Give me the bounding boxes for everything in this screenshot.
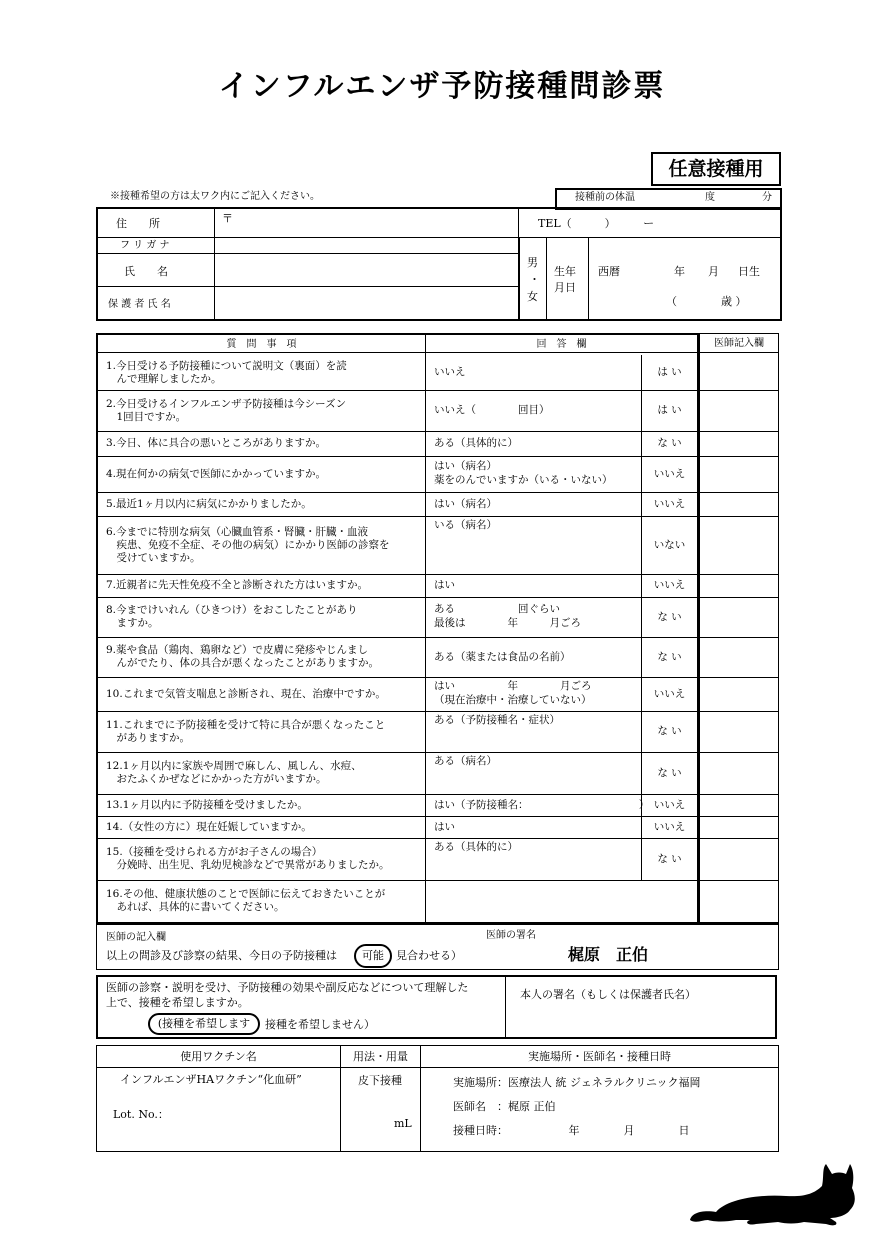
doctor-note-13[interactable] xyxy=(701,795,777,815)
doctor-note-15[interactable] xyxy=(701,839,777,879)
doctor-note-2[interactable] xyxy=(701,391,777,430)
guardian-field[interactable] xyxy=(216,287,516,318)
questionnaire-table xyxy=(96,333,699,924)
vaccine-header-name: 使用ワクチン名 xyxy=(180,1050,257,1063)
answer-13-option[interactable]: はい（予防接種名： ） xyxy=(434,798,650,811)
answer-16-field[interactable] xyxy=(430,882,695,920)
doctor-result-text: 以上の問診及び診察の結果、今日の予防接種は xyxy=(106,949,337,962)
question-14-text: 14.（女性の方に）現在妊娠していますか。 xyxy=(106,820,312,833)
question-7-text: 7.近親者に先天性免疫不全と診断された方はいますか。 xyxy=(106,579,369,591)
birth-label-1: 生年 xyxy=(554,265,576,278)
instruction-note: ※接種希望の方は太ワク内にご記入ください。 xyxy=(110,191,320,202)
question-6-text: 疾患、免疫不全症、その他の病気）にかかり医師の診察を xyxy=(106,538,390,551)
doctor-note-8[interactable] xyxy=(701,598,777,636)
doctor-signature: 梶原 正伯 xyxy=(568,945,649,964)
vaccination-place: 実施場所：医療法人 統 ジェネラルクリニック福岡 xyxy=(453,1076,701,1089)
answer-10-option[interactable]: はい 年 月ごろ xyxy=(434,680,592,692)
consent-text-2: 上で、接種を希望しますか。 xyxy=(106,996,249,1009)
name-label: 氏 名 xyxy=(124,265,168,278)
doctor-note-14[interactable] xyxy=(701,817,777,837)
doctor-note-4[interactable] xyxy=(701,457,777,491)
question-16-text: 16.その他、健康状態のことで医師に伝えておきたいことが xyxy=(106,888,386,900)
answer-7-negative[interactable]: いいえ xyxy=(653,579,686,591)
age-label[interactable]: （ 歳 ） xyxy=(666,295,747,308)
question-11-text: 11.これまでに予防接種を受けて特に具合が悪くなったこと xyxy=(106,718,386,731)
temperature-degree: 度 xyxy=(705,192,715,203)
answer-1-option[interactable]: いいえ xyxy=(434,366,466,378)
answer-10-option[interactable]: （現在治療中・治療していない） xyxy=(434,694,592,706)
patient-sign-field[interactable] xyxy=(520,1004,770,1034)
doctor-note-7[interactable] xyxy=(701,575,777,596)
question-3-text: 3.今日、体に具合の悪いところがありますか。 xyxy=(106,437,327,449)
form-title: インフルエンザ予防接種問診票 xyxy=(218,69,666,104)
postpone-option[interactable]: 見合わせる） xyxy=(396,949,462,962)
vaccine-name: インフルエンザHAワクチン“化血研” xyxy=(120,1073,302,1086)
vaccine-header-dose: 用法・用量 xyxy=(353,1050,408,1063)
question-1-text: 1.今日受ける予防接種について説明文（裏面）を読 xyxy=(106,359,347,372)
answer-4-negative[interactable]: いいえ xyxy=(653,467,686,480)
month-label: 月 xyxy=(708,265,719,278)
era-label: 西暦 xyxy=(598,265,620,278)
personal-info-box xyxy=(96,207,782,321)
answer-12-negative[interactable]: な い xyxy=(657,766,682,779)
tel-label[interactable]: TEL（ ） ー xyxy=(538,217,655,230)
answer-1-negative[interactable]: は い xyxy=(657,366,682,378)
guardian-label: 保 護 者 氏 名 xyxy=(108,299,171,310)
vaccination-date[interactable]: 接種日時： 年 月 日 xyxy=(453,1124,690,1137)
question-15-text: 分娩時、出生児、乳幼児検診などで異常がありましたか。 xyxy=(106,859,390,871)
answer-15-option[interactable]: ある（具体的に） xyxy=(434,841,518,853)
answer-4-option[interactable]: はい（病名） xyxy=(434,460,497,472)
answer-11-negative[interactable]: な い xyxy=(657,725,682,737)
answer-6-option[interactable]: いる（病名） xyxy=(434,519,497,531)
postal-mark: 〒 xyxy=(222,212,233,225)
dose-unit[interactable]: mL xyxy=(394,1117,412,1130)
gender-dot: ・ xyxy=(529,273,540,286)
doctor-note-5[interactable] xyxy=(701,493,777,515)
doctor-note-10[interactable] xyxy=(701,678,777,710)
doctor-note-16[interactable] xyxy=(701,881,777,921)
question-1-text: んで理解しましたか。 xyxy=(106,372,222,385)
doctor-note-11[interactable] xyxy=(701,712,777,751)
question-9-text: 9.薬や食品（鶏肉、鶏卵など）で皮膚に発疹やじんまし xyxy=(106,644,369,656)
question-5-text: 5.最近1ヶ月以内に病気にかかりましたか。 xyxy=(106,497,312,510)
vaccine-header-place: 実施場所・医師名・接種日時 xyxy=(528,1050,671,1063)
answer-7-option[interactable]: はい xyxy=(434,579,455,591)
header-answer: 回 答 欄 xyxy=(536,339,587,350)
answer-8-option[interactable]: 最後は 年 月ごろ xyxy=(434,617,581,629)
doctor-note-3[interactable] xyxy=(701,432,777,455)
answer-9-option[interactable]: ある（薬または食品の名前） xyxy=(434,650,571,663)
question-12-text: 12.1ヶ月以内に家族や周囲で麻しん、風しん、水痘、 xyxy=(106,760,362,772)
gender-male[interactable]: 男 xyxy=(527,256,538,269)
answer-15-negative[interactable]: な い xyxy=(657,852,682,865)
address-field[interactable] xyxy=(238,211,508,235)
question-12-text: おたふくかぜなどにかかった方がいますか。 xyxy=(106,773,327,785)
answer-8-option[interactable]: ある 回ぐらい xyxy=(434,603,560,615)
answer-11-option[interactable]: ある（予防接種名・症状） xyxy=(434,714,560,726)
patient-sign-label: 本人の署名（もしくは保護者氏名） xyxy=(520,988,696,1001)
answer-4-option[interactable]: 薬をのんでいますか（いる・いない） xyxy=(434,474,613,486)
voluntary-badge: 任意接種用 xyxy=(651,152,781,186)
consent-yes-option[interactable]: (接種を希望します xyxy=(148,1013,260,1035)
question-15-text: 15.（接種を受けられる方がお子さんの場合） xyxy=(106,846,323,858)
temperature-label: 接種前の体温 xyxy=(575,192,635,203)
temperature-minute: 分 xyxy=(762,192,772,203)
question-2-text: 1回目ですか。 xyxy=(106,410,187,423)
answer-2-negative[interactable]: は い xyxy=(657,404,682,416)
answer-8-negative[interactable]: な い xyxy=(657,610,682,623)
doctor-note-12[interactable] xyxy=(701,753,777,793)
birth-label-2: 月日 xyxy=(554,281,576,294)
name-field[interactable] xyxy=(216,254,516,285)
answer-3-negative[interactable]: な い xyxy=(657,437,682,449)
question-16-text: あれば、具体的に書いてください。 xyxy=(106,901,285,913)
doctor-note-1[interactable] xyxy=(701,356,777,389)
question-10-text: 10.これまで気管支喘息と診断され、現在、治療中ですか。 xyxy=(106,687,386,700)
answer-14-option[interactable]: はい xyxy=(434,820,455,833)
vaccination-doctor: 医師名 ：梶原 正伯 xyxy=(453,1100,556,1113)
lot-number-label[interactable]: Lot. No.： xyxy=(113,1108,169,1121)
doctor-note-9[interactable] xyxy=(701,638,777,676)
address-label: 住 所 xyxy=(116,217,160,230)
year-label: 年 xyxy=(674,265,685,278)
answer-9-negative[interactable]: な い xyxy=(657,650,682,663)
doctor-section xyxy=(96,924,779,970)
answer-10-negative[interactable]: いいえ xyxy=(653,687,686,700)
question-2-text: 2.今日受けるインフルエンザ予防接種は今シーズン xyxy=(106,397,347,410)
furigana-field[interactable] xyxy=(216,238,516,253)
question-13-text: 13.1ヶ月以内に予防接種を受けましたか。 xyxy=(106,798,308,811)
consent-no-option[interactable]: 接種を希望しません） xyxy=(265,1018,375,1031)
answer-13-negative[interactable]: いいえ xyxy=(653,798,686,811)
doctor-note-6[interactable] xyxy=(701,517,777,573)
route: 皮下接種 xyxy=(358,1074,402,1087)
cat-silhouette-icon xyxy=(686,1160,866,1230)
question-9-text: んがでたり、体の具合が悪くなったことがありますか。 xyxy=(106,657,379,669)
answer-3-option[interactable]: ある（具体的に） xyxy=(434,437,518,449)
question-6-text: 6.今までに特別な病気（心臓血管系・腎臓・肝臓・血液 xyxy=(106,525,369,538)
answer-12-option[interactable]: ある（病名） xyxy=(434,755,497,767)
answer-5-option[interactable]: はい（病名） xyxy=(434,497,497,510)
question-6-text: 受けていますか。 xyxy=(106,551,201,564)
day-label: 日生 xyxy=(738,265,760,278)
header-doctor: 医師記入欄 xyxy=(714,338,764,349)
question-11-text: がありますか。 xyxy=(106,731,190,744)
answer-6-negative[interactable]: いない xyxy=(653,538,686,551)
question-8-text: ますか。 xyxy=(106,617,159,629)
header-question: 質 問 事 項 xyxy=(226,339,297,350)
doctor-section-label: 医師の記入欄 xyxy=(106,932,166,943)
answer-5-negative[interactable]: いいえ xyxy=(653,497,686,510)
consent-text-1: 医師の診察・説明を受け、予防接種の効果や副反応などについて理解した xyxy=(106,981,469,994)
answer-2-option[interactable]: いいえ（ 回目） xyxy=(434,404,550,416)
possible-option[interactable]: 可能 xyxy=(354,944,392,968)
gender-female[interactable]: 女 xyxy=(527,290,538,303)
furigana-label: フ リ ガ ナ xyxy=(120,240,170,251)
answer-14-negative[interactable]: いいえ xyxy=(653,820,686,833)
doctor-sign-label: 医師の署名 xyxy=(486,930,536,941)
question-4-text: 4.現在何かの病気で医師にかかっていますか。 xyxy=(106,467,327,480)
question-8-text: 8.今までけいれん（ひきつけ）をおこしたことがあり xyxy=(106,604,358,616)
